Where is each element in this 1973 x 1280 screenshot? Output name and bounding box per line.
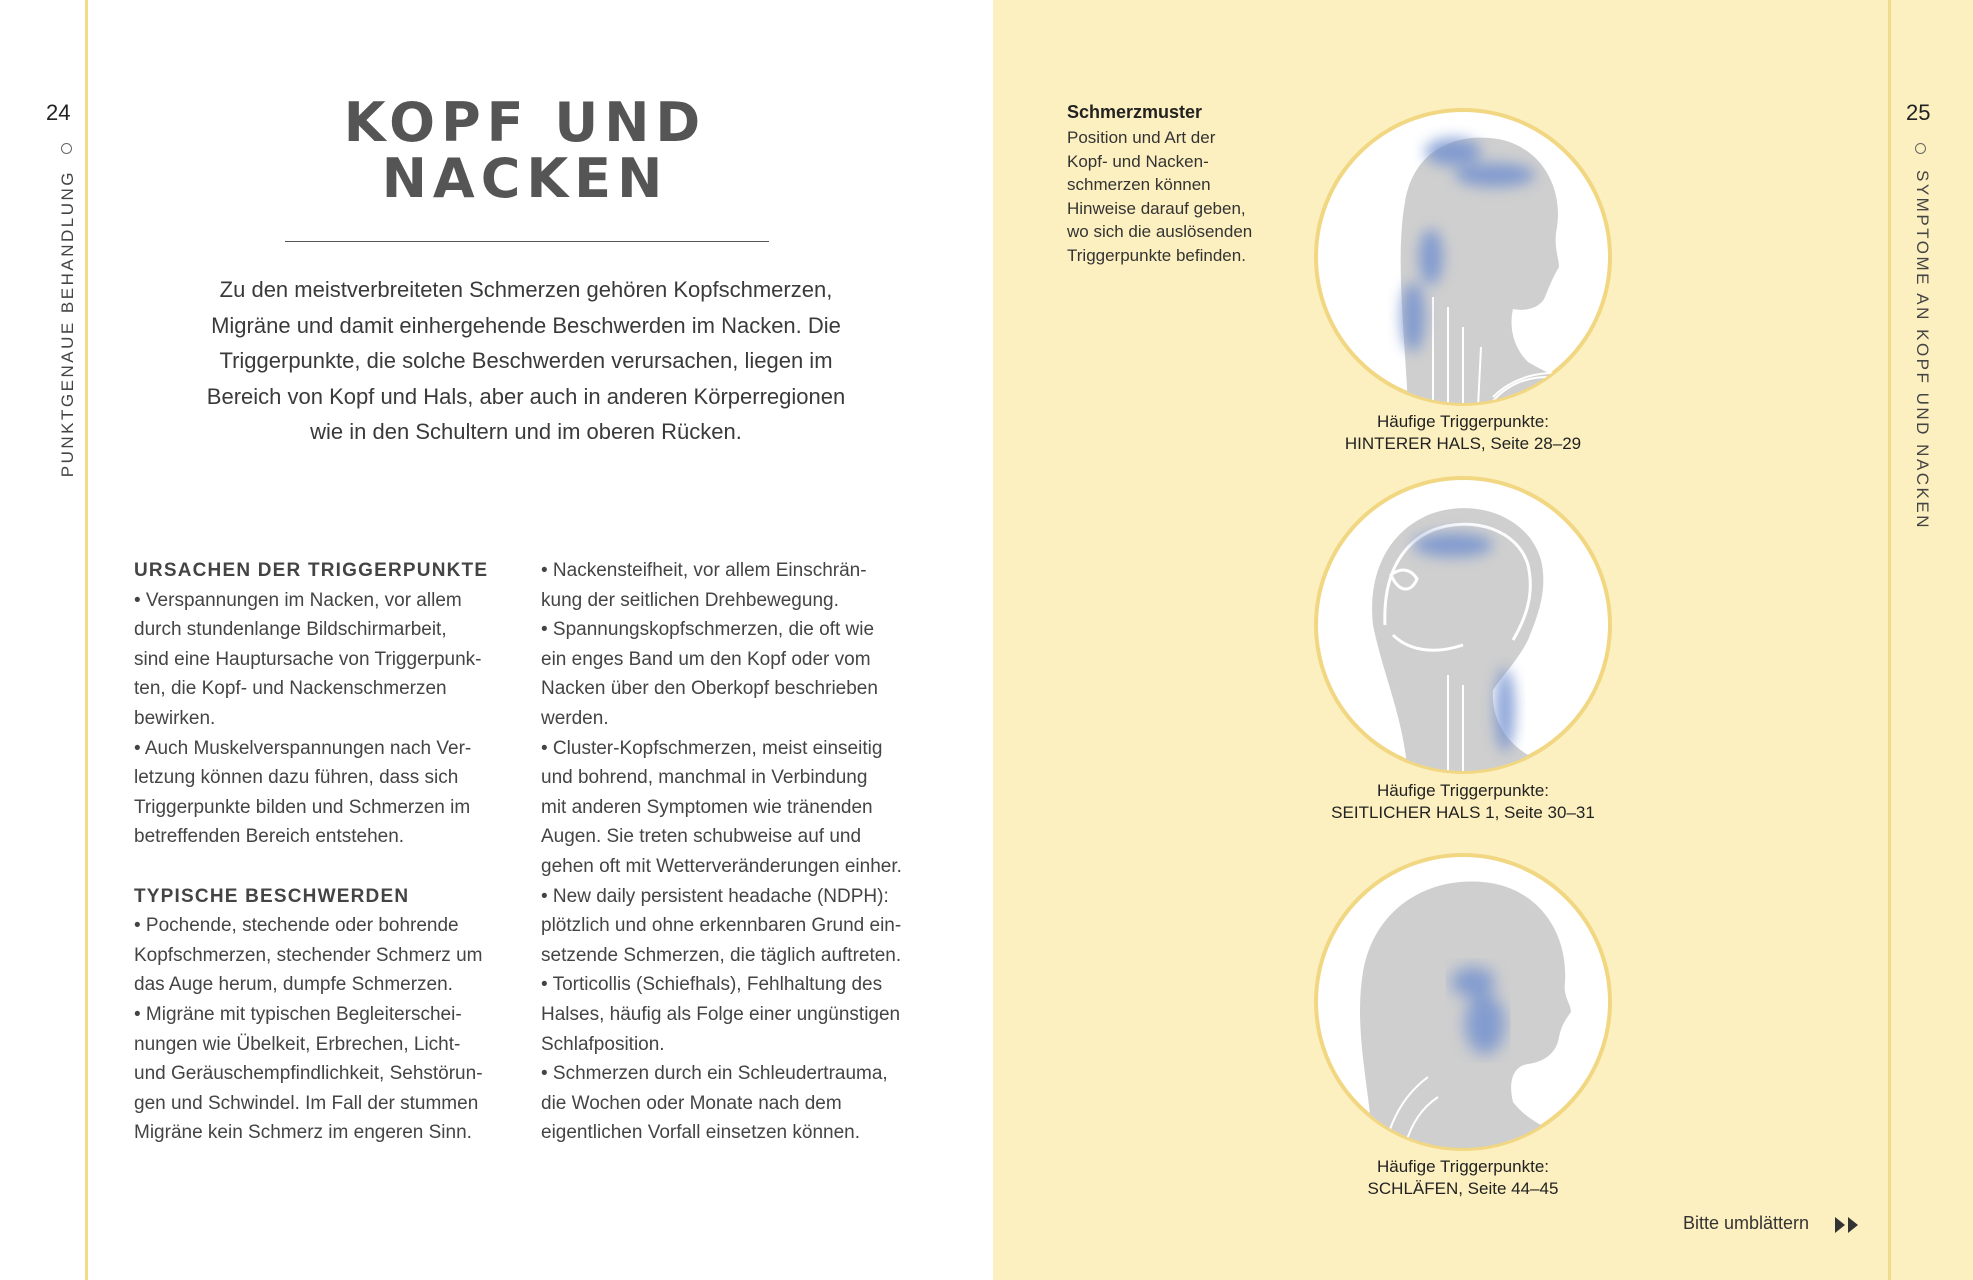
heading-beschwerden: TYPISCHE BESCHWERDEN bbox=[134, 885, 410, 907]
text-line: nungen wie Übelkeit, Erbrechen, Licht- bbox=[134, 1033, 461, 1055]
text-line: das Auge herum, dumpfe Schmerzen. bbox=[134, 974, 453, 996]
double-arrow-right-icon bbox=[1833, 1215, 1863, 1235]
page-number-right: 25 bbox=[1906, 100, 1931, 125]
text-line: Kopfschmerzen, stechender Schmerz um bbox=[134, 944, 483, 966]
caption-line: Häufige Triggerpunkte: bbox=[1377, 412, 1549, 431]
text-line: • New daily persistent headache (NDPH): bbox=[541, 885, 889, 907]
text-line: • Spannungskopfschmerzen, die oft wie bbox=[541, 619, 875, 641]
text-line: Migräne kein Schmerz im engeren Sinn. bbox=[134, 1122, 472, 1144]
text-line: • Nackensteifheit, vor allem Einschrän- bbox=[541, 560, 867, 581]
text-line: die Wochen oder Monate nach dem bbox=[541, 1092, 842, 1114]
side-marker-circle-left bbox=[61, 143, 72, 154]
heading-ursachen: URSACHEN DER TRIGGERPUNKTE bbox=[134, 560, 489, 581]
side-label-right: SYMPTOME AN KOPF UND NACKEN bbox=[1913, 170, 1932, 531]
title-line-2: NACKEN bbox=[381, 147, 669, 210]
text-line: und bohrend, manchmal in Verbindung bbox=[541, 767, 868, 789]
left-edge-line bbox=[85, 0, 88, 1280]
page-title bbox=[290, 91, 760, 210]
text-line: gehen oft mit Wetterveränderungen einher. bbox=[541, 855, 902, 877]
caption-line: Häufige Triggerpunkte: bbox=[1377, 781, 1549, 800]
text-line: Nacken über den Oberkopf beschrieben bbox=[541, 678, 878, 700]
intro-line: Migräne und damit einhergehende Beschwerden im Nacken. Die bbox=[211, 312, 841, 338]
schmerzmuster-title: Schmerzmuster bbox=[1067, 102, 1203, 122]
text-line: sind eine Hauptursache von Triggerpunk- bbox=[134, 648, 482, 670]
intro-paragraph bbox=[180, 272, 872, 450]
schmerzmuster-line: Kopf- und Nacken- bbox=[1067, 151, 1209, 171]
text-column-1 bbox=[134, 556, 524, 1148]
text-line: kung der seitlichen Drehbewegung. bbox=[541, 589, 839, 611]
caption-line: SCHLÄFEN, Seite 44–45 bbox=[1367, 1179, 1559, 1198]
intro-line: Zu den meistverbreiteten Schmerzen gehören Kopfschmerzen, bbox=[219, 277, 833, 302]
title-line-1: KOPF UND bbox=[343, 91, 707, 154]
text-line: • Torticollis (Schiefhals), Fehlhaltung des bbox=[541, 974, 883, 996]
text-line: mit anderen Symptomen wie tränenden bbox=[541, 796, 873, 818]
text-line: gen und Schwindel. Im Fall der stummen bbox=[134, 1092, 479, 1114]
caption-line: Häufige Triggerpunkte: bbox=[1377, 1157, 1549, 1176]
schmerzmuster-line: Triggerpunkte befinden. bbox=[1067, 245, 1246, 265]
text-line: ten, die Kopf- und Nackenschmerzen bbox=[134, 678, 447, 700]
text-line: und Geräuschempfindlichkeit, Sehstörun- bbox=[134, 1063, 483, 1085]
text-line: Triggerpunkte bilden und Schmerzen im bbox=[134, 796, 471, 818]
page-number-left: 24 bbox=[46, 100, 71, 125]
intro-line: wie in den Schultern und im oberen Rücken. bbox=[310, 419, 742, 444]
text-line: betreffenden Bereich entstehen. bbox=[134, 826, 405, 848]
text-line: • Migräne mit typischen Begleiterschei- bbox=[134, 1003, 462, 1025]
illustration-schlaefen bbox=[1313, 852, 1613, 1152]
schmerzmuster-line: wo sich die auslösenden bbox=[1067, 222, 1253, 242]
schmerzmuster-text bbox=[1067, 126, 1297, 268]
caption-seitlicher-hals bbox=[1313, 780, 1613, 824]
schmerzmuster-line: Position und Art der bbox=[1067, 128, 1216, 147]
intro-line: Bereich von Kopf und Hals, aber auch in anderen Körperregionen bbox=[206, 383, 846, 409]
text-line: plötzlich und ohne erkennbaren Grund ein- bbox=[541, 915, 902, 937]
title-divider bbox=[285, 241, 769, 242]
text-line: bewirken. bbox=[134, 707, 216, 729]
text-line: • Pochende, stechende oder bohrende bbox=[134, 915, 459, 937]
text-column-2 bbox=[541, 556, 941, 1148]
text-line: durch stundenlange Bildschirmarbeit, bbox=[134, 619, 447, 641]
turn-page-label: Bitte umblättern bbox=[1683, 1213, 1810, 1233]
side-marker-circle-right bbox=[1915, 143, 1926, 154]
schmerzmuster-line: Hinweise darauf geben, bbox=[1067, 198, 1246, 218]
text-line: eigentlichen Vorfall einsetzen können. bbox=[541, 1122, 861, 1144]
schmerzmuster-line: schmerzen können bbox=[1067, 175, 1211, 195]
text-line: • Verspannungen im Nacken, vor allem bbox=[134, 589, 462, 611]
intro-line: Triggerpunkte, die solche Beschwerden verursachen, liegen im bbox=[219, 348, 833, 373]
text-line: setzende Schmerzen, die täglich auftreten. bbox=[541, 944, 902, 966]
text-line: letzung können dazu führen, dass sich bbox=[134, 767, 459, 789]
caption-hinterer-hals bbox=[1313, 411, 1613, 455]
text-line: Halses, häufig als Folge einer ungünstigen bbox=[541, 1003, 901, 1025]
illustration-hinterer-hals bbox=[1313, 107, 1613, 407]
side-label-left: PUNKTGENAUE BEHANDLUNG bbox=[58, 170, 77, 478]
illustration-seitlicher-hals bbox=[1313, 475, 1613, 775]
text-line: • Auch Muskelverspannungen nach Ver- bbox=[134, 737, 472, 759]
caption-line: HINTERER HALS, Seite 28–29 bbox=[1344, 434, 1582, 453]
text-line: • Cluster-Kopfschmerzen, meist einseitig bbox=[541, 737, 883, 759]
paragraph-gap bbox=[134, 852, 524, 882]
right-edge-line bbox=[1888, 0, 1891, 1280]
text-line: Schlafposition. bbox=[541, 1033, 665, 1055]
text-line: ein enges Band um den Kopf oder vom bbox=[541, 648, 871, 670]
text-line: • Schmerzen durch ein Schleudertrauma, bbox=[541, 1063, 888, 1085]
caption-schlaefen bbox=[1313, 1156, 1613, 1200]
text-line: Augen. Sie treten schubweise auf und bbox=[541, 826, 862, 848]
text-line: werden. bbox=[541, 707, 609, 729]
caption-line: SEITLICHER HALS 1, Seite 30–31 bbox=[1331, 803, 1595, 822]
